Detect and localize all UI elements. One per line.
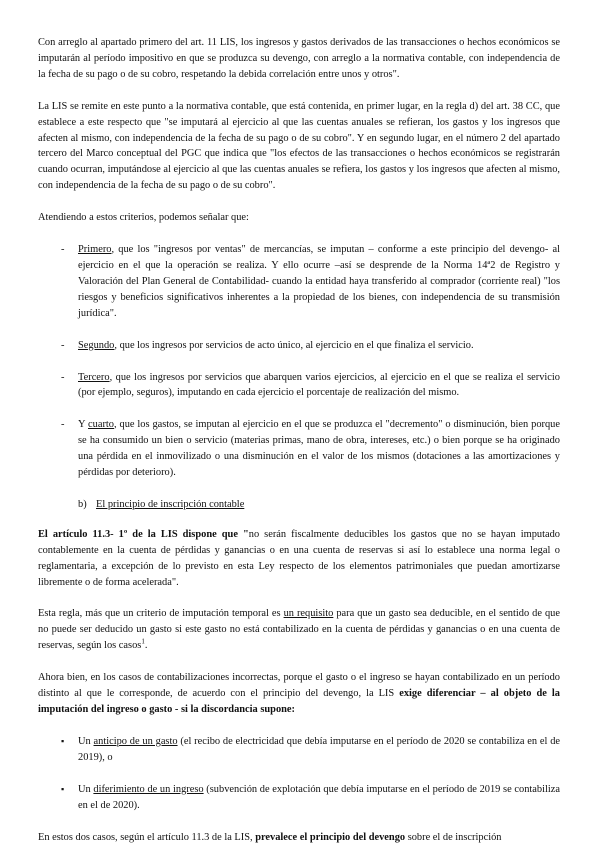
paragraph-devengo-art11: Con arreglo al apartado primero del art. 11 LIS, los ingresos y gastos derivados de las transacciones o hechos económicos se imputarán al período impositivo en que se produzca su devengo, con arreglo a la normativa contable, con independencia de la fecha de su pago o de su cobro, respetando la debida correlación entre unos y otros". [38,37,560,80]
dash-bullet: - [61,244,65,256]
paragraph-art11-3 [38,527,560,591]
text-run: sobre el de inscripción [405,831,502,843]
item-lead: cuarto [88,419,114,431]
text-run: Esta regla, más que un criterio de imputación temporal es [38,608,284,620]
bold-text: exige diferenciar – al objeto de la imputación del ingreso o gasto - si la discordancia supone: [38,688,560,715]
footnote-ref: 1 [141,637,145,646]
list-item-diferimiento [38,782,560,814]
paragraph-body: no serán fiscalmente deducibles los gastos que no se hayan imputado contablemente en la cuenta de pérdidas y ganancias o en una cuenta de reservas si así lo establece una norma legal o reglamentaria, a excepción de lo previsto en esta Ley respecto de los elementos patrimoniales que puedan amortizarse libremente o de forma acelerada". [38,528,560,588]
item-pre: Un [78,735,94,747]
dash-bullet: - [61,371,65,383]
discordancia-list [38,734,560,814]
heading-marker: b) [78,498,87,510]
paragraph-lead: El artículo 11.3- 1º de la LIS dispone que " [38,528,249,540]
item-lead: Segundo [78,339,115,351]
list-item-primero [38,242,560,322]
item-text: , que los gastos, se imputan al ejercicio en el que se produzca el "decremento" o disminución, bien porque se ha consumido un bien o servicio (materias primas, mano de obra, intereses, etc.) o bien porque se ha originado una pérdida en el inmovilizado o una disminución en el valor de los mismos (dotaciones a las amortizaciones y pérdidas por deterioro). [78,419,560,479]
item-lead: Tercero [78,371,110,383]
item-text: (el recibo de electricidad que debía imputarse en el período de 2020 se contabiliza en el de 2019), o [78,735,560,763]
underlined-term: un requisito [283,608,334,620]
paragraph-contabilizaciones-incorrectas [38,670,560,718]
square-bullet-icon: ▪ [61,783,65,794]
item-text: , que los ingresos por servicios que abarquen varios ejercicios, al ejercicio en el que se realiza el servicio (por ejemplo, seguros), imputando en cada ejercicio el porcentaje de realización del mismo. [78,371,560,399]
paragraph-criterios-intro: Atendiendo a estos criterios, podemos señalar que: [38,212,249,224]
list-item-anticipo [38,734,560,766]
criteria-list [38,242,560,481]
bold-text: prevalece el principio del devengo [255,831,406,843]
dash-bullet: - [61,419,65,431]
item-lead: anticipo de un gasto [93,735,178,747]
paragraph-prevalece-devengo [38,830,560,846]
text-run: . [144,640,148,652]
item-pre: Y [78,419,89,431]
section-heading-inscripcion [78,497,560,513]
text-run: En estos dos casos, según el artículo 11.3 de la LIS, [38,831,256,843]
item-pre: Un [78,783,94,795]
dash-bullet: - [61,339,65,351]
item-lead: diferimiento de un ingreso [93,783,204,795]
heading-text: El principio de inscripción contable [96,498,245,510]
list-item-tercero [38,370,560,402]
text-run: Ahora bien, en los casos de contabilizaciones incorrectas, porque el gasto o el ingreso se hayan contabilizado en un período distinto al que le corresponde, de acuerdo con el principio del devengo, la LIS [38,672,560,700]
item-text: , que los ingresos por servicios de acto único, al ejercicio en el que finaliza el servicio. [114,339,474,351]
paragraph-normativa-contable: La LIS se remite en este punto a la normativa contable, que está contenida, en primer lugar, en la regla d) del art. 38 CC, que establece a este respecto que "se imputará al ejercicio al que las cuentas anuales se refieran, los gastos y los ingresos que afecten al mismo, con independencia de la fecha de su pago o de su cobro". Y en segundo lugar, en el número 2 del apartado tercero del Marco conceptual del PGC que indica que "los efectos de las transacciones o hechos económicos se registrarán cuando ocurran, imputándose al ejercicio al que las cuentas anuales se refiera, los gastos y los ingresos que afecten al mismo, con independencia de la fecha de su pago o de su cobro". [38,100,560,192]
square-bullet-icon: ▪ [61,735,65,746]
list-item-segundo [38,338,560,354]
item-text: , que los "ingresos por ventas" de mercancías, se imputan – conforme a este principio del devengo- al ejercicio en el que la operación se realiza. Y ello ocurre –así se desprende de la Norma 14ª2 de Registro y Valoración del Plan General de Contabilidad- cuando la entidad haya transferido al comprador (corriente real) "los riesgos y beneficios significativos inherentes a la propiedad de los bienes, con independencia de su transmisión jurídica". [78,244,560,319]
item-text: (subvención de explotación que debía imputarse en el período de 2019 se contabiliza en el de 2020). [78,783,560,811]
item-lead: Primero [78,244,112,256]
list-item-cuarto [38,417,560,481]
text-run: para que un gasto sea deducible, en el sentido de que no puede ser deducido un gasto si este gasto no está contabilizado en la cuenta de pérdidas y ganancias o en una cuenta de reservas, según los casos [38,608,560,652]
paragraph-requisito [38,606,560,654]
